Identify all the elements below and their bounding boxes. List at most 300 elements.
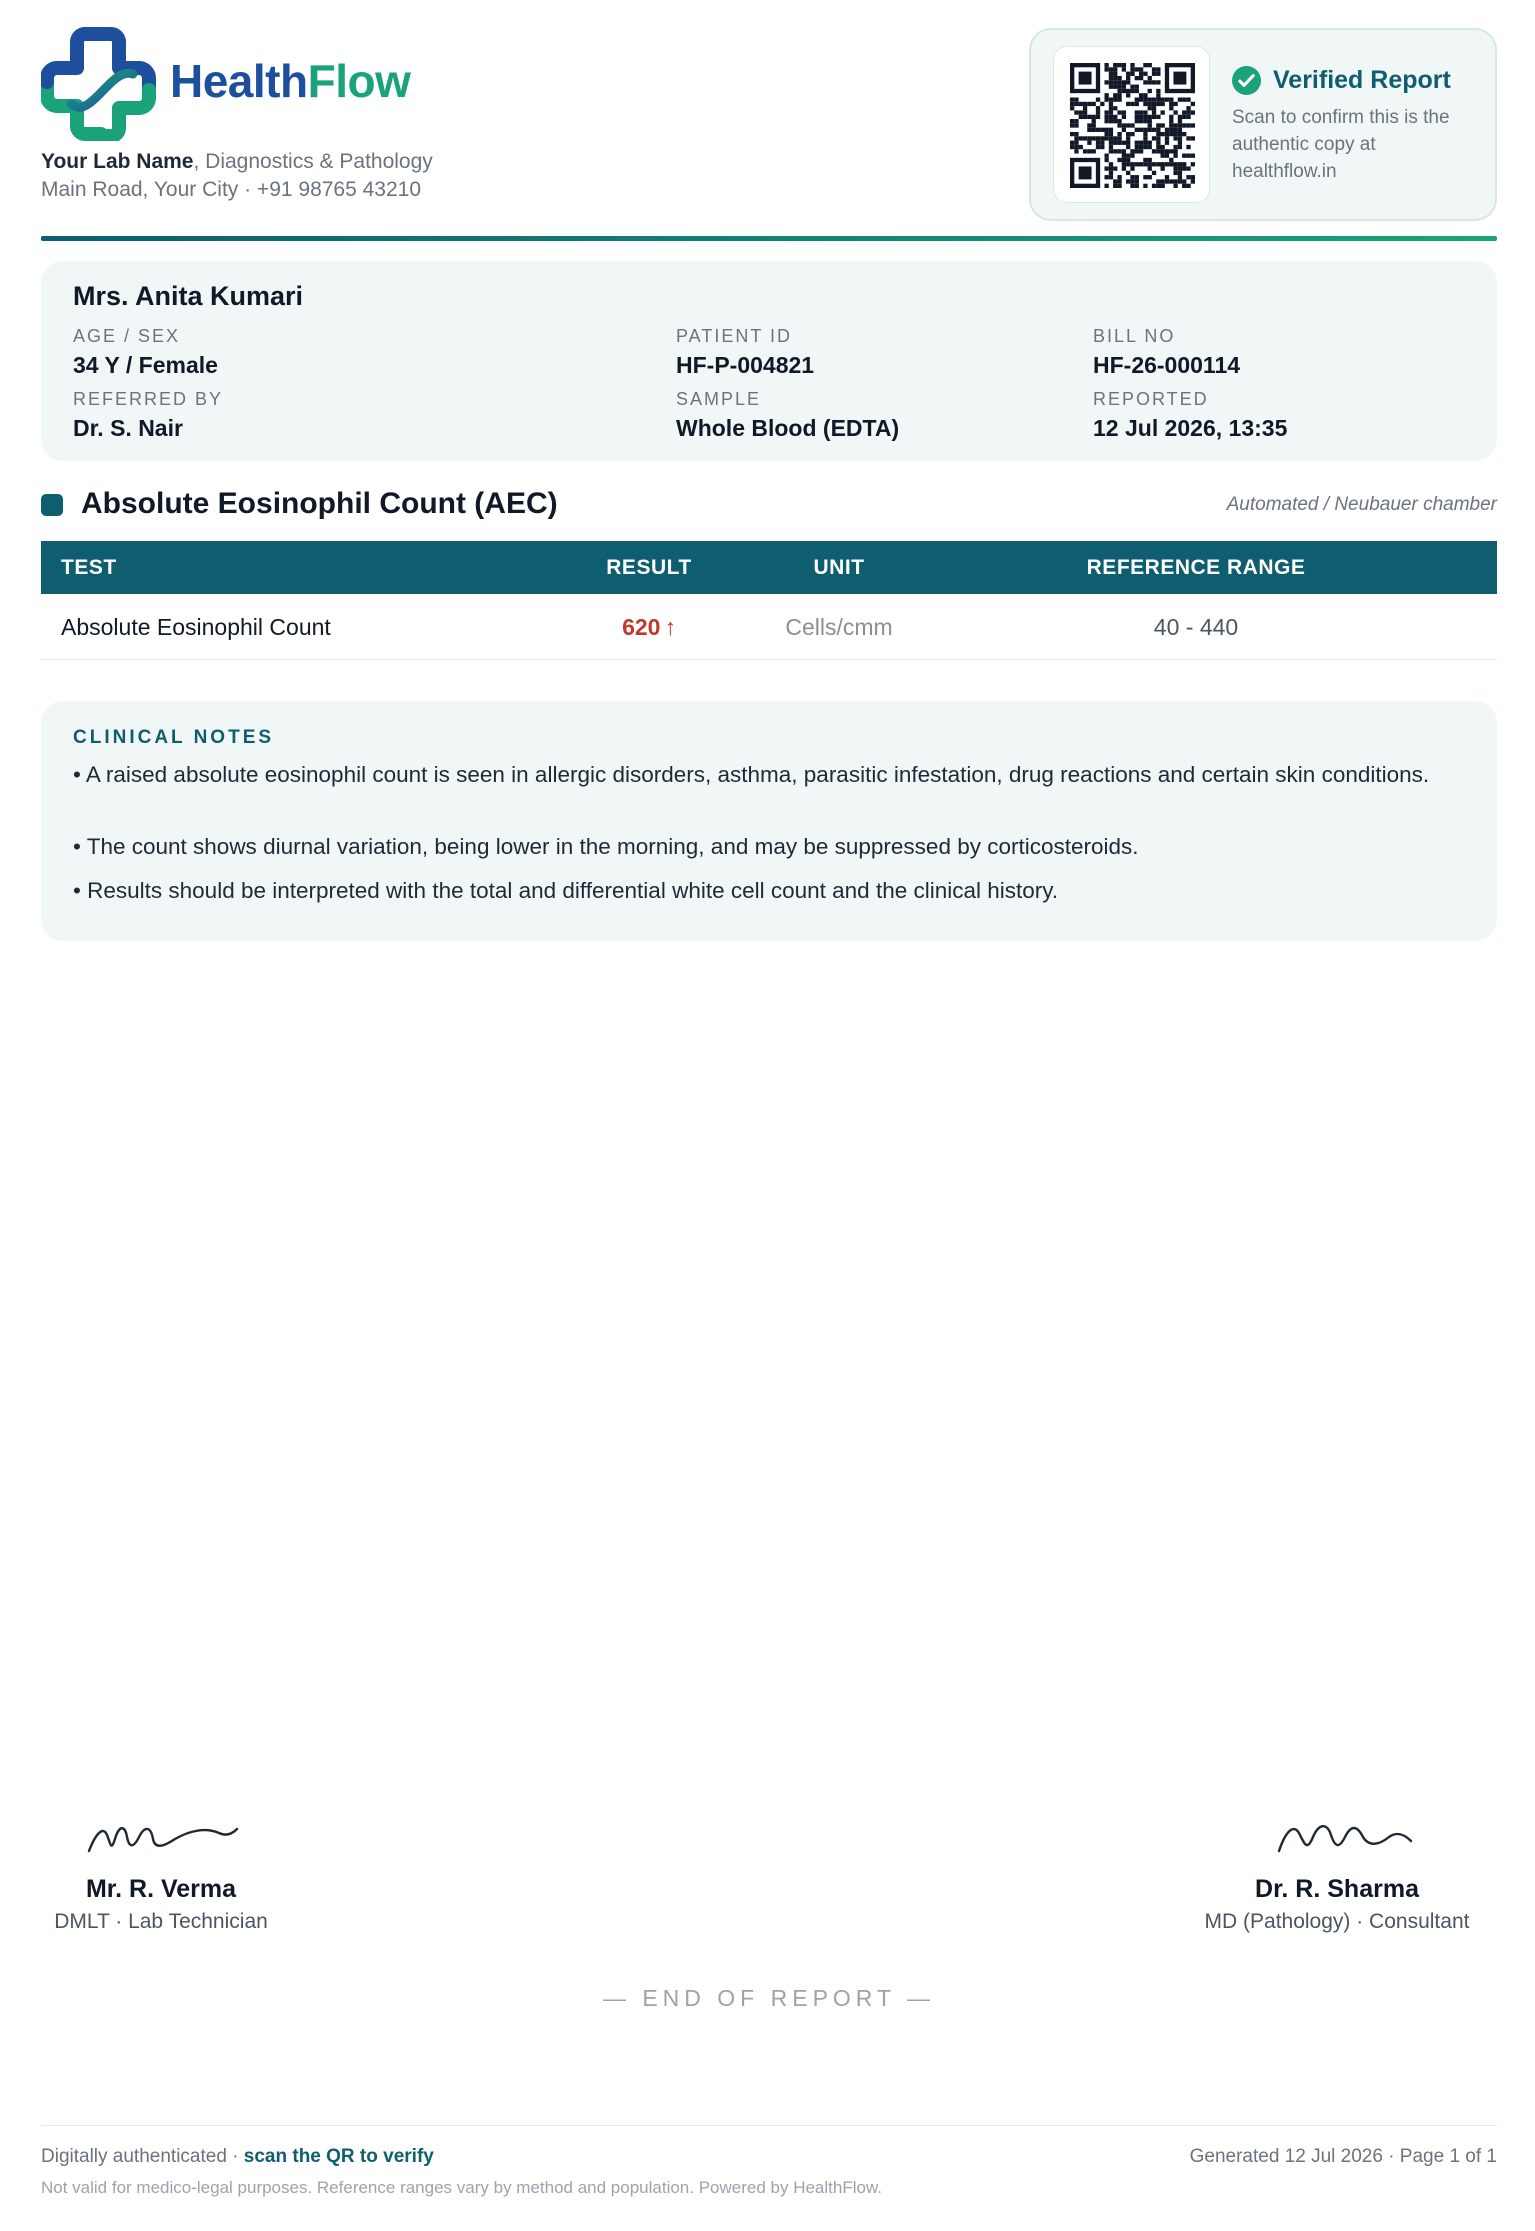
qr-module: [1083, 115, 1087, 119]
test-result: [579, 614, 719, 641]
qr-module: [1173, 162, 1177, 166]
clinical-note: • Results should be interpreted with the total and differential white cell count and the clinical history.: [73, 878, 1059, 903]
qr-module: [1096, 106, 1100, 110]
table-row: [41, 594, 1497, 660]
qr-module: [1173, 179, 1177, 183]
qr-module: [1178, 166, 1182, 170]
qr-module: [1122, 162, 1126, 166]
qr-module: [1178, 171, 1182, 175]
qr-module: [1070, 119, 1074, 123]
qr-module: [1130, 85, 1134, 89]
qr-module: [1186, 175, 1190, 179]
qr-module: [1109, 136, 1113, 140]
qr-module: [1143, 175, 1147, 179]
qr-module: [1070, 102, 1074, 106]
qr-module: [1182, 115, 1186, 119]
qr-module: [1130, 175, 1134, 179]
qr-module: [1161, 154, 1165, 158]
qr-module: [1113, 63, 1117, 67]
qr-module: [1083, 102, 1087, 106]
qr-module: [1156, 89, 1160, 93]
qr-module: [1092, 128, 1096, 132]
qr-module: [1079, 110, 1083, 114]
qr-module: [1113, 119, 1117, 123]
qr-module: [1156, 179, 1160, 183]
qr-module: [1109, 115, 1113, 119]
qr-module: [1100, 128, 1104, 132]
qr-module: [1117, 80, 1121, 84]
qr-module: [1109, 166, 1113, 170]
qr-module: [1161, 179, 1165, 183]
qr-module: [1135, 115, 1139, 119]
qr-module: [1186, 136, 1190, 140]
qr-module: [1152, 110, 1156, 114]
footer-authentication: [41, 2146, 434, 2168]
qr-module: [1161, 162, 1165, 166]
qr-module: [1148, 102, 1152, 106]
qr-module: [1122, 128, 1126, 132]
qr-module: [1070, 97, 1074, 101]
qr-module: [1152, 72, 1156, 76]
reported-value: 12 Jul 2026, 13:35: [1093, 415, 1288, 441]
qr-module: [1156, 141, 1160, 145]
qr-module: [1104, 136, 1108, 140]
qr-module: [1169, 102, 1173, 106]
qr-module: [1169, 149, 1173, 153]
qr-module: [1182, 132, 1186, 136]
qr-module: [1087, 136, 1091, 140]
qr-module: [1083, 106, 1087, 110]
qr-module: [1156, 184, 1160, 188]
qr-module: [1148, 80, 1152, 84]
qr-module: [1135, 149, 1139, 153]
qr-module: [1113, 115, 1117, 119]
qr-module: [1148, 145, 1152, 149]
qr-module: [1126, 132, 1130, 136]
qr-module: [1165, 141, 1169, 145]
qr-module: [1113, 67, 1117, 71]
qr-module: [1182, 123, 1186, 127]
signatory-role: MD (Pathology) · Consultant: [1204, 1910, 1470, 1933]
qr-module: [1191, 175, 1195, 179]
qr-module: [1126, 154, 1130, 158]
qr-module: [1109, 97, 1113, 101]
qr-module: [1100, 102, 1104, 106]
qr-module: [1165, 128, 1169, 132]
qr-module: [1148, 175, 1152, 179]
qr-module: [1109, 128, 1113, 132]
qr-module: [1182, 110, 1186, 114]
qr-module: [1092, 149, 1096, 153]
qr-module: [1113, 149, 1117, 153]
qr-module: [1173, 154, 1177, 158]
qr-module: [1117, 149, 1121, 153]
qr-module: [1148, 123, 1152, 127]
section-method: Automated / Neubauer chamber: [1226, 494, 1497, 515]
qr-module: [1182, 97, 1186, 101]
qr-module: [1156, 132, 1160, 136]
qr-module: [1126, 162, 1130, 166]
qr-module: [1135, 145, 1139, 149]
qr-module: [1096, 136, 1100, 140]
qr-module: [1126, 179, 1130, 183]
qr-module: [1143, 102, 1147, 106]
qr-module: [1152, 136, 1156, 140]
qr-module: [1096, 145, 1100, 149]
qr-module: [1074, 136, 1078, 140]
qr-module: [1143, 158, 1147, 162]
qr-module: [1152, 184, 1156, 188]
qr-module: [1130, 132, 1134, 136]
qr-module: [1165, 132, 1169, 136]
qr-module: [1070, 145, 1074, 149]
qr-module: [1165, 149, 1169, 153]
qr-module: [1143, 80, 1147, 84]
qr-module: [1186, 184, 1190, 188]
qr-module: [1148, 115, 1152, 119]
qr-module: [1169, 106, 1173, 110]
clinical-note: • The count shows diurnal variation, being lower in the morning, and may be suppressed by corticosteroids.: [73, 834, 1139, 859]
qr-module: [1083, 110, 1087, 114]
qr-module: [1126, 89, 1130, 93]
qr-module: [1092, 136, 1096, 140]
qr-module: [1156, 145, 1160, 149]
qr-module: [1139, 93, 1143, 97]
qr-module: [1083, 136, 1087, 140]
qr-module: [1092, 119, 1096, 123]
qr-module: [1169, 132, 1173, 136]
qr-module: [1139, 72, 1143, 76]
qr-module: [1079, 72, 1092, 85]
patient-id-label: PATIENT ID: [676, 326, 793, 346]
qr-module: [1070, 141, 1074, 145]
referred-by-value: Dr. S. Nair: [73, 415, 183, 441]
qr-module: [1173, 149, 1177, 153]
qr-module: [1096, 110, 1100, 114]
qr-module: [1104, 63, 1108, 67]
qr-module: [1109, 110, 1113, 114]
footer-auth-prefix: Digitally authenticated ·: [41, 2146, 244, 2167]
qr-module: [1148, 76, 1152, 80]
qr-module: [1156, 72, 1160, 76]
qr-module: [1186, 106, 1190, 110]
qr-module: [1148, 63, 1152, 67]
qr-module: [1130, 179, 1134, 183]
qr-module: [1173, 72, 1186, 85]
qr-module: [1152, 162, 1156, 166]
qr-module: [1130, 166, 1134, 170]
qr-module: [1109, 141, 1113, 145]
qr-module: [1165, 97, 1169, 101]
qr-module: [1126, 171, 1130, 175]
qr-module: [1109, 132, 1113, 136]
reported-label: REPORTED: [1093, 389, 1209, 409]
qr-module: [1130, 162, 1134, 166]
qr-code[interactable]: [1070, 63, 1195, 188]
verification-card: [1029, 28, 1497, 221]
qr-module: [1152, 67, 1156, 71]
qr-module: [1139, 149, 1143, 153]
qr-module: [1135, 162, 1139, 166]
qr-module: [1148, 141, 1152, 145]
qr-module: [1126, 158, 1130, 162]
qr-module: [1126, 141, 1130, 145]
qr-module: [1173, 132, 1177, 136]
qr-module: [1178, 123, 1182, 127]
qr-module: [1178, 145, 1182, 149]
bill-no-label: BILL NO: [1093, 326, 1176, 346]
qr-module: [1173, 166, 1177, 170]
qr-module: [1152, 115, 1156, 119]
qr-module: [1113, 106, 1117, 110]
qr-module: [1079, 166, 1092, 179]
qr-module: [1109, 171, 1113, 175]
qr-module: [1113, 184, 1117, 188]
qr-module: [1074, 141, 1078, 145]
qr-module: [1139, 76, 1143, 80]
column-unit: UNIT: [813, 556, 865, 579]
footer-divider: [41, 2125, 1497, 2126]
clinical-notes-card: [41, 701, 1497, 941]
qr-module: [1079, 115, 1083, 119]
age-sex-value: 34 Y / Female: [73, 352, 218, 378]
qr-module: [1096, 115, 1100, 119]
qr-module: [1113, 85, 1117, 89]
high-flag-arrow-icon: ↑: [664, 614, 676, 640]
qr-module: [1152, 171, 1156, 175]
qr-module: [1135, 184, 1139, 188]
qr-module: [1122, 154, 1126, 158]
qr-module: [1161, 123, 1165, 127]
qr-module: [1130, 67, 1134, 71]
qr-module: [1100, 136, 1104, 140]
qr-module: [1135, 179, 1139, 183]
qr-module: [1156, 149, 1160, 153]
qr-module: [1104, 175, 1108, 179]
qr-module: [1074, 145, 1078, 149]
qr-module: [1109, 102, 1113, 106]
qr-module: [1109, 175, 1113, 179]
qr-module: [1117, 97, 1121, 101]
qr-module: [1143, 184, 1147, 188]
verified-description: Scan to confirm this is the authentic copy at healthflow.in: [1232, 107, 1450, 182]
sample-label: SAMPLE: [676, 389, 762, 409]
qr-module: [1135, 110, 1139, 114]
qr-module: [1104, 97, 1108, 101]
verified-title-text: Verified Report: [1273, 66, 1451, 94]
qr-module: [1122, 110, 1126, 114]
clinical-notes-title: CLINICAL NOTES: [73, 727, 275, 748]
qr-module: [1161, 166, 1165, 170]
qr-module: [1178, 132, 1182, 136]
qr-module: [1139, 115, 1143, 119]
report-page: [41, 0, 1497, 2231]
qr-module: [1173, 184, 1177, 188]
qr-module: [1117, 136, 1121, 140]
qr-module: [1165, 179, 1169, 183]
qr-module: [1122, 67, 1126, 71]
qr-module: [1139, 128, 1143, 132]
qr-module: [1152, 97, 1156, 101]
qr-module: [1139, 119, 1143, 123]
qr-module: [1092, 123, 1096, 127]
qr-module: [1178, 115, 1182, 119]
qr-module: [1117, 76, 1121, 80]
footer-disclaimer: Not valid for medico-legal purposes. Reference ranges vary by method and population. Powered by HealthFlow.: [41, 2178, 883, 2197]
column-test: TEST: [61, 556, 117, 579]
qr-module: [1087, 149, 1091, 153]
qr-module: [1117, 184, 1121, 188]
qr-module: [1113, 93, 1117, 97]
signatory-name: Dr. R. Sharma: [1255, 1875, 1419, 1903]
qr-module: [1156, 128, 1160, 132]
qr-module: [1186, 166, 1190, 170]
qr-module: [1143, 93, 1147, 97]
qr-module: [1148, 128, 1152, 132]
qr-module: [1191, 154, 1195, 158]
qr-module: [1087, 115, 1091, 119]
qr-module: [1070, 106, 1074, 110]
end-of-report: — END OF REPORT —: [602, 1985, 936, 2011]
qr-module: [1117, 89, 1121, 93]
qr-module: [1122, 89, 1126, 93]
qr-module: [1169, 115, 1173, 119]
qr-module: [1074, 123, 1078, 127]
qr-module: [1079, 136, 1083, 140]
age-sex-label: AGE / SEX: [73, 326, 181, 346]
referred-by-label: REFERRED BY: [73, 389, 224, 409]
qr-module: [1104, 154, 1108, 158]
verified-title: [1232, 66, 1451, 95]
qr-module: [1143, 162, 1147, 166]
qr-module: [1143, 63, 1147, 67]
qr-module: [1148, 158, 1152, 162]
qr-module: [1186, 110, 1190, 114]
clinical-note: • A raised absolute eosinophil count is seen in allergic disorders, asthma, parasitic infestation, drug reactions and certain skin conditions.: [73, 762, 1430, 787]
qr-module: [1135, 141, 1139, 145]
qr-module: [1143, 72, 1147, 76]
healthflow-logo-icon: [41, 26, 156, 141]
qr-module: [1173, 171, 1177, 175]
qr-module: [1104, 158, 1108, 162]
qr-module: [1148, 119, 1152, 123]
qr-module: [1109, 72, 1113, 76]
qr-module: [1169, 162, 1173, 166]
qr-module: [1130, 154, 1134, 158]
result-value: 620: [622, 614, 661, 640]
qr-module: [1130, 63, 1134, 67]
column-result: RESULT: [606, 556, 692, 579]
footer-generated: Generated 12 Jul 2026 · Page 1 of 1: [1189, 2146, 1497, 2167]
qr-module: [1173, 110, 1177, 114]
qr-module: [1087, 141, 1091, 145]
qr-module: [1135, 76, 1139, 80]
qr-module: [1092, 102, 1096, 106]
qr-module: [1113, 166, 1117, 170]
qr-module: [1173, 128, 1177, 132]
qr-module: [1135, 128, 1139, 132]
qr-module: [1182, 162, 1186, 166]
qr-module: [1173, 136, 1177, 140]
qr-module: [1191, 179, 1195, 183]
qr-module: [1074, 119, 1078, 123]
qr-module: [1143, 110, 1147, 114]
patient-info-card: [41, 261, 1497, 461]
test-name: Absolute Eosinophil Count: [61, 614, 331, 640]
qr-module: [1182, 154, 1186, 158]
qr-module: [1173, 102, 1177, 106]
section-title: Absolute Eosinophil Count (AEC): [81, 487, 558, 520]
qr-module: [1126, 93, 1130, 97]
qr-module: [1182, 184, 1186, 188]
qr-module: [1074, 97, 1078, 101]
qr-module: [1156, 162, 1160, 166]
qr-module: [1130, 149, 1134, 153]
qr-module: [1113, 72, 1117, 76]
qr-module: [1169, 158, 1173, 162]
qr-code-box[interactable]: [1053, 46, 1210, 203]
qr-module: [1161, 184, 1165, 188]
qr-module: [1139, 141, 1143, 145]
patient-name: Mrs. Anita Kumari: [73, 281, 304, 311]
qr-module: [1074, 102, 1078, 106]
qr-module: [1122, 158, 1126, 162]
qr-module: [1139, 145, 1143, 149]
qr-module: [1113, 141, 1117, 145]
qr-module: [1117, 123, 1121, 127]
qr-module: [1178, 136, 1182, 140]
qr-module: [1182, 166, 1186, 170]
qr-module: [1079, 102, 1083, 106]
signatory-role: DMLT · Lab Technician: [54, 1910, 268, 1933]
test-unit: Cells/cmm: [785, 614, 893, 640]
qr-module: [1135, 119, 1139, 123]
qr-module: [1113, 97, 1117, 101]
column-reference-range: REFERENCE RANGE: [1086, 556, 1306, 579]
qr-module: [1104, 119, 1108, 123]
qr-module: [1165, 175, 1169, 179]
qr-module: [1182, 179, 1186, 183]
qr-module: [1126, 123, 1130, 127]
qr-module: [1117, 158, 1121, 162]
qr-module: [1130, 123, 1134, 127]
verify-link[interactable]: scan the QR to verify: [243, 2146, 434, 2167]
qr-module: [1178, 179, 1182, 183]
qr-module: [1148, 106, 1152, 110]
qr-module: [1161, 110, 1165, 114]
qr-module: [1178, 175, 1182, 179]
qr-module: [1143, 141, 1147, 145]
qr-module: [1113, 136, 1117, 140]
qr-module: [1122, 123, 1126, 127]
qr-module: [1074, 110, 1078, 114]
qr-module: [1148, 162, 1152, 166]
qr-module: [1169, 179, 1173, 183]
qr-module: [1143, 97, 1147, 101]
qr-module: [1178, 128, 1182, 132]
qr-module: [1135, 175, 1139, 179]
qr-module: [1135, 97, 1139, 101]
qr-module: [1186, 154, 1190, 158]
qr-module: [1117, 63, 1121, 67]
qr-module: [1117, 110, 1121, 114]
qr-module: [1156, 136, 1160, 140]
qr-module: [1117, 175, 1121, 179]
section-marker: [41, 494, 63, 516]
qr-module: [1087, 128, 1091, 132]
qr-module: [1191, 102, 1195, 106]
qr-module: [1135, 102, 1139, 106]
